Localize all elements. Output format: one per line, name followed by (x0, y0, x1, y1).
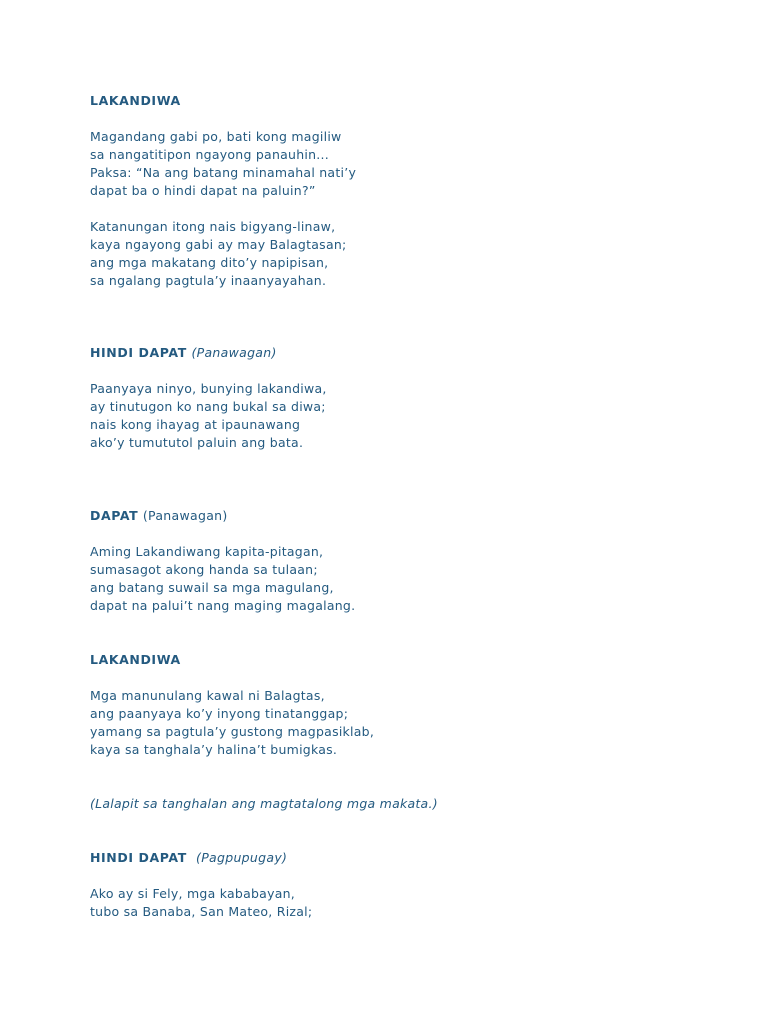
verse-line: Paksa: “Na ang batang minamahal nati’y (90, 165, 357, 180)
verse-line: Paanyaya ninyo, bunying lakandiwa, (90, 381, 327, 396)
section-dapat-panawagan (90, 507, 690, 525)
verse-line: ang paanyaya ko’y inyong tinatanggap; (90, 706, 349, 721)
section-hindi-dapat-pagpupugay (90, 849, 690, 867)
speaker-heading (90, 651, 690, 669)
verse-line: dapat ba o hindi dapat na paluin?” (90, 183, 316, 198)
verse-line: Mga manunulang kawal ni Balagtas, (90, 688, 325, 703)
speaker-note: (Panawagan) (142, 508, 228, 523)
speaker-name: HINDI DAPAT (90, 345, 187, 360)
stanza (90, 380, 690, 452)
section-lakandiwa-opening (90, 92, 690, 110)
section-lakandiwa-invite (90, 651, 690, 669)
verse-line: ang mga makatang dito’y napipisan, (90, 255, 329, 270)
speaker-heading (90, 344, 690, 362)
verse-line: sa ngalang pagtula’y inaanyayahan. (90, 273, 327, 288)
stanza (90, 128, 690, 200)
speaker-name: LAKANDIWA (90, 93, 181, 108)
stanza (90, 218, 690, 290)
speaker-name: DAPAT (90, 508, 139, 523)
speaker-name: LAKANDIWA (90, 652, 181, 667)
stanza (90, 687, 690, 759)
verse-line: nais kong ihayag at ipaunawang (90, 417, 301, 432)
verse-line: Magandang gabi po, bati kong magiliw (90, 129, 342, 144)
speaker-heading (90, 92, 690, 110)
verse-line: sa nangatitipon ngayong panauhin... (90, 147, 329, 162)
speaker-heading (90, 849, 690, 867)
verse-line: kaya ngayong gabi ay may Balagtasan; (90, 237, 347, 252)
speaker-heading (90, 507, 690, 525)
verse-line: ang batang suwail sa mga magulang, (90, 580, 334, 595)
stanza (90, 885, 690, 921)
stage-direction (90, 795, 690, 813)
speaker-note: (Panawagan) (191, 345, 277, 360)
verse-line: Katanungan itong nais bigyang-linaw, (90, 219, 336, 234)
stage-direction-text: (Lalapit sa tanghalan ang magtatalong mga makata.) (90, 796, 438, 811)
verse-line: yamang sa pagtula’y gustong magpasiklab, (90, 724, 375, 739)
verse-line: dapat na palui’t nang maging magalang. (90, 598, 356, 613)
verse-line: kaya sa tanghala’y halina’t bumigkas. (90, 742, 338, 757)
speaker-name: HINDI DAPAT (90, 850, 187, 865)
verse-line: tubo sa Banaba, San Mateo, Rizal; (90, 904, 313, 919)
speaker-note: (Pagpupugay) (196, 850, 288, 865)
verse-line: Ako ay si Fely, mga kababayan, (90, 886, 296, 901)
verse-line: ako’y tumututol paluin ang bata. (90, 435, 304, 450)
verse-line: ay tinutugon ko nang bukal sa diwa; (90, 399, 326, 414)
verse-line: sumasagot akong handa sa tulaan; (90, 562, 318, 577)
verse-line: Aming Lakandiwang kapita-pitagan, (90, 544, 324, 559)
stanza (90, 543, 690, 615)
section-hindi-dapat-panawagan (90, 344, 690, 362)
